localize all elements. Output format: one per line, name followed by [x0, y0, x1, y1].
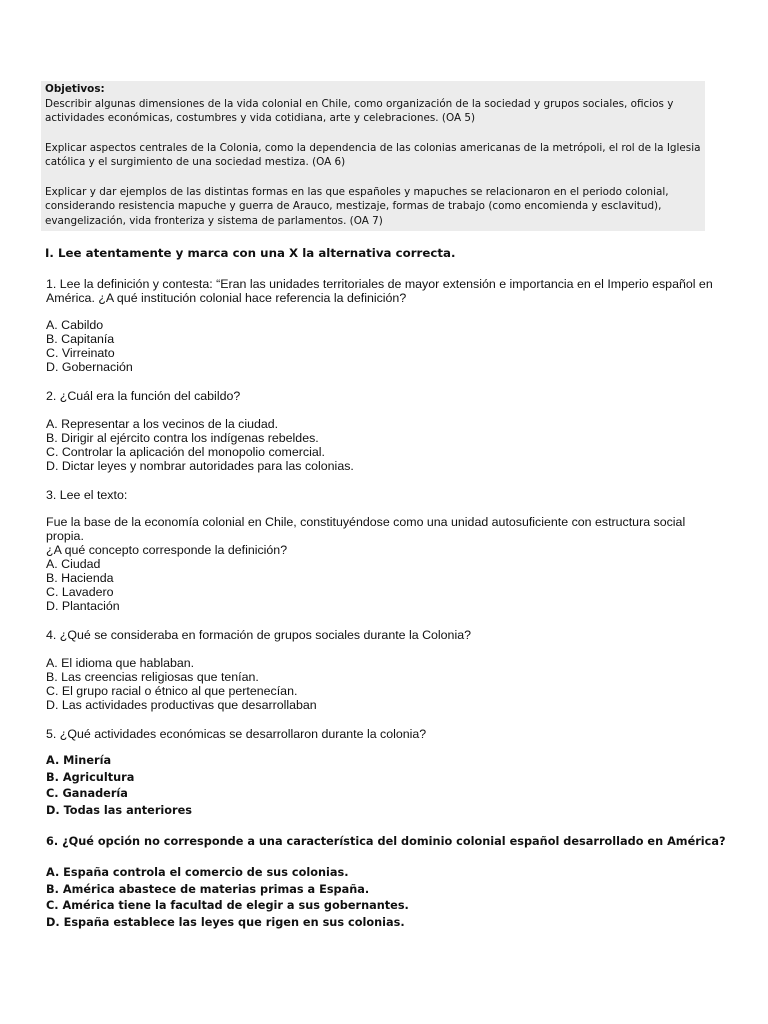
question-prompt: 4. ¿Qué se consideraba en formación de grupos sociales durante la Colonia? — [46, 628, 471, 642]
option-c[interactable]: C. Controlar la aplicación del monopolio comercial. — [46, 445, 325, 459]
option-a[interactable]: A. Representar a los vecinos de la ciudad. — [46, 417, 279, 431]
option-c[interactable]: C. El grupo racial o étnico al que pertenecían. — [46, 684, 298, 698]
question-prompt: 5. ¿Qué actividades económicas se desarrollaron durante la colonia? — [46, 727, 427, 741]
objectives-box — [41, 81, 705, 231]
option-d[interactable]: D. Gobernación — [46, 360, 133, 374]
question-3 — [46, 488, 726, 613]
option-a[interactable]: A. El idioma que hablaban. — [46, 656, 195, 670]
option-b[interactable]: B. Hacienda — [46, 571, 114, 585]
section-title: I. Lee atentamente y marca con una X la alternativa correcta. — [45, 246, 456, 260]
question-text: Fue la base de la economía colonial en Chile, constituyéndose como una unidad autosuficiente con estructura social propia. — [46, 515, 686, 543]
objective-oa5: Describir algunas dimensiones de la vida colonial en Chile, como organización de la sociedad y grupos sociales, oficios y actividades económicas, costumbres y vida cotidiana, arte y celebraciones. (OA 5) — [45, 97, 674, 124]
option-d[interactable]: D. Plantación — [46, 599, 120, 613]
question-prompt: 3. Lee el texto: — [46, 488, 128, 502]
objective-oa6: Explicar aspectos centrales de la Colonia, como la dependencia de las colonias americanas de la metrópoli, el rol de la Iglesia católica y el surgimiento de una sociedad mestiza. (OA 6) — [45, 141, 701, 168]
option-b[interactable]: B. Dirigir al ejército contra los indígenas rebeldes. — [46, 431, 319, 445]
option-a[interactable]: A. Minería — [46, 754, 112, 767]
question-prompt: 2. ¿Cuál era la función del cabildo? — [46, 389, 241, 403]
objective-oa7: Explicar y dar ejemplos de las distintas formas en las que españoles y mapuches se relacionaron en el periodo colonial, considerando resistencia mapuche y guerra de Arauco, mestizaje, formas de trabajo (como encomienda y esclavitud), evangelización, vida fronteriza y sistema de parlamentos. (OA 7) — [45, 185, 669, 227]
option-b[interactable]: B. América abastece de materias primas a España. — [46, 882, 370, 896]
option-a[interactable]: A. Ciudad — [46, 557, 101, 571]
option-b[interactable]: B. Agricultura — [46, 770, 135, 784]
question-2 — [46, 389, 726, 473]
question-6 — [46, 835, 726, 931]
question-prompt: 6. ¿Qué opción no corresponde a una característica del dominio colonial español desarrollado en América? — [46, 835, 726, 848]
option-c[interactable]: C. Virreinato — [46, 346, 115, 360]
option-d[interactable]: D. Dictar leyes y nombrar autoridades para las colonias. — [46, 459, 354, 473]
option-c[interactable]: C. Lavadero — [46, 585, 114, 599]
option-c[interactable]: C. Ganadería — [46, 787, 128, 800]
option-d[interactable]: D. España establece las leyes que rigen en sus colonias. — [46, 915, 405, 929]
option-a[interactable]: A. España controla el comercio de sus colonias. — [46, 866, 349, 879]
question-prompt: 1. Lee la definición y contesta: “Eran las unidades territoriales de mayor extensión e importancia en el Imperio español en América. ¿A qué institución colonial hace referencia la definición? — [46, 277, 713, 305]
option-b[interactable]: B. Las creencias religiosas que tenían. — [46, 670, 259, 684]
objectives-title: Objetivos: — [45, 83, 105, 95]
option-c[interactable]: C. América tiene la facultad de elegir a sus gobernantes. — [46, 899, 409, 912]
option-d[interactable]: D. Todas las anteriores — [46, 803, 192, 817]
question-subprompt: ¿A qué concepto corresponde la definición? — [46, 543, 288, 557]
option-b[interactable]: B. Capitanía — [46, 332, 115, 346]
option-d[interactable]: D. Las actividades productivas que desarrollaban — [46, 698, 317, 712]
question-4 — [46, 628, 726, 712]
question-1 — [46, 277, 726, 374]
question-5 — [46, 727, 726, 819]
option-a[interactable]: A. Cabildo — [46, 318, 104, 332]
